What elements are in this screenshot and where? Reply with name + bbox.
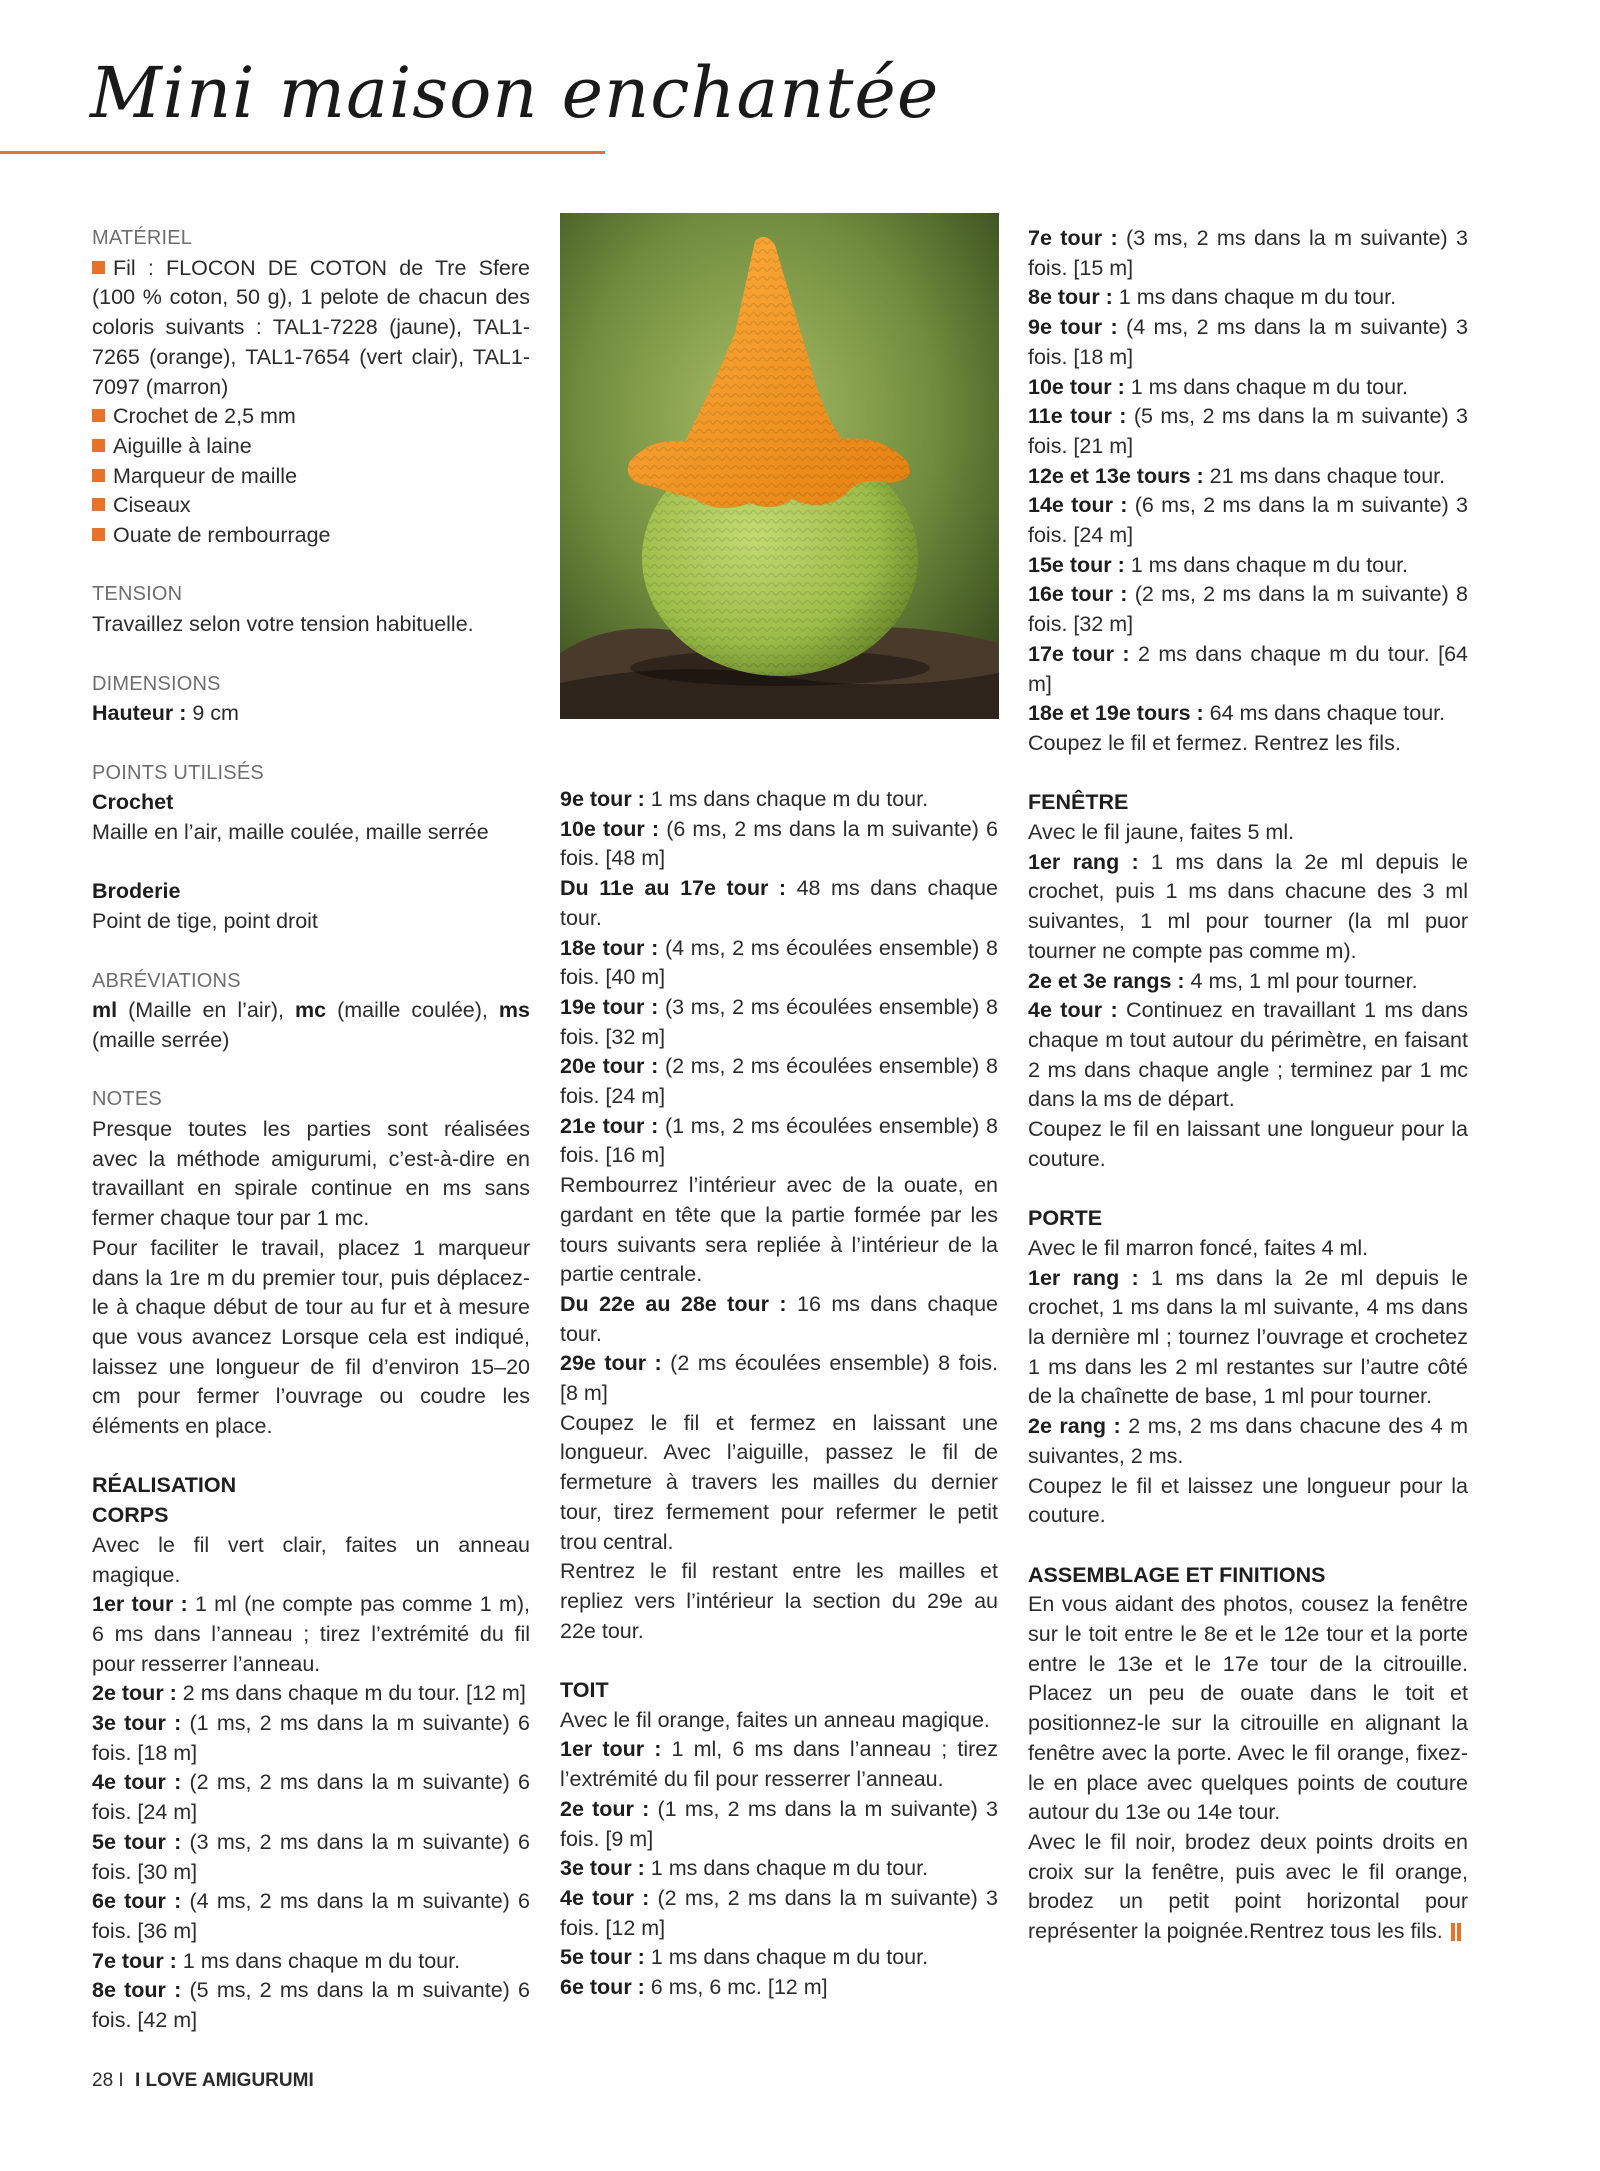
- instruction-row: [560, 1290, 998, 1349]
- instruction-label: 8e tour :: [1028, 285, 1113, 310]
- instruction-label: 4e tour :: [560, 1886, 650, 1910]
- instruction-label: 11e tour :: [1028, 404, 1127, 429]
- instruction-row: [560, 1052, 998, 1111]
- instruction-label: 5e tour :: [92, 1829, 182, 1854]
- bullet-square-icon: [92, 409, 105, 422]
- abreviations-text: ml (Maille en l’air), mc (maille coulée), ms (maille serrée): [92, 998, 530, 1052]
- instruction-label: 2e tour :: [92, 1681, 177, 1706]
- fenetre-intro: Avec le fil jaune, faites 5 ml.: [1028, 820, 1295, 845]
- instruction-label: 2e tour :: [560, 1796, 650, 1821]
- instruction-row: [560, 1973, 998, 2003]
- section-heading-porte: PORTE: [1028, 1206, 1103, 1231]
- instruction-label: 20e tour :: [560, 1054, 659, 1079]
- materiel-fil: Fil : FLOCON DE COTON de Tre Sfere (100 % coton, 50 g), 1 pelote de chacun des coloris suivants : TAL1-7228 (jaune), TAL1-7265 (orange), TAL1-7654 (vert clair), TAL1-7097 (marron): [92, 255, 530, 399]
- assemblage-paragraph: Avec le fil noir, brodez deux points droits en croix sur la fenêtre, puis avec le fil orange, brodez un petit point horizontal pour représenter la poignée.Rentrez tous les fils.: [1028, 1829, 1468, 1944]
- toit-end: Coupez le fil et fermez. Rentrez les fils.: [1028, 730, 1401, 755]
- column-2: [560, 785, 998, 2003]
- corps-rows: [92, 1590, 530, 2036]
- instruction-label: 7e tour :: [1028, 226, 1118, 250]
- instruction-label: 9e tour :: [560, 787, 645, 811]
- broderie-label: Broderie: [92, 879, 181, 904]
- instruction-text: (5 ms, 2 ms dans la m suivante) 3 fois. [21 m]: [1028, 404, 1468, 458]
- instruction-text: 6 ms, 6 mc. [12 m]: [644, 1975, 828, 2000]
- instruction-row: [1028, 373, 1468, 403]
- instruction-row: [1028, 640, 1468, 699]
- instruction-text: (1 ms, 2 ms écoulées ensemble) 8 fois. [16 m]: [560, 1113, 998, 1168]
- instruction-label: 15e tour :: [1028, 552, 1125, 577]
- instruction-label: 18e et 19e tours :: [1028, 701, 1204, 726]
- instruction-label: 3e tour :: [560, 1856, 645, 1881]
- instruction-text: 2 ms dans chaque m du tour. [64 m]: [1028, 641, 1468, 696]
- fenetre-rows: [1028, 848, 1468, 1115]
- instruction-text: 1 ms dans la 2e ml depuis le crochet, puis 1 ms dans chacune des 3 ml suivantes, 1 ml pour tourner (la ml puor tourner ne compte pas comme m).: [1028, 849, 1469, 963]
- instruction-row: [560, 1795, 998, 1854]
- instruction-row: [1028, 491, 1468, 550]
- page-number: 28: [92, 2070, 114, 2091]
- instruction-text: 21 ms dans chaque tour.: [1203, 463, 1446, 488]
- instruction-label: 2e rang :: [1028, 1414, 1121, 1439]
- instruction-label: 4e tour :: [92, 1770, 182, 1795]
- instruction-row: [92, 1947, 530, 1977]
- instruction-text: 48 ms dans chaque tour.: [560, 876, 998, 930]
- instruction-row: [92, 1976, 530, 2035]
- section-heading-abreviations: ABRÉVIATIONS: [92, 969, 241, 992]
- porte-rows: [1028, 1264, 1468, 1472]
- instruction-row: [560, 785, 998, 815]
- crochet-label: Crochet: [92, 790, 174, 815]
- notes-paragraph: Pour faciliter le travail, placez 1 marqueur dans la 1re m du premier tour, puis déplacez-le à chaque début de tour au fur et à mesure que vous avancez Lorsque cela est indiqué, laissez une longueur de fil d’environ 15–20 cm pour fermer l’ouvrage ou coudre les éléments en place.: [92, 1235, 530, 1439]
- end-mark-icon: [1451, 1923, 1461, 1941]
- instruction-label: 14e tour :: [1028, 493, 1128, 518]
- corps-rows: [560, 785, 998, 1171]
- instruction-text: (6 ms, 2 ms dans la m suivante) 6 fois. [48 m]: [560, 816, 998, 871]
- toit-rows: [1028, 224, 1468, 729]
- instruction-text: 1 ms dans chaque m du tour.: [1124, 374, 1409, 399]
- instruction-row: [1028, 283, 1468, 313]
- instruction-text: (2 ms, 2 ms dans la m suivante) 8 fois. [32 m]: [1028, 582, 1468, 637]
- instruction-text: 1 ms dans la 2e ml depuis le crochet, 1 ms dans la ml suivante, 4 ms dans la dernière ml ; tournez l’ouvrage et crochetez 1 ms dans les 2 ml restantes sur l’autre côté de la chaînette de base, 1 ml pour tourner.: [1028, 1265, 1469, 1409]
- materiel-item: Ouate de rembourrage: [92, 521, 530, 551]
- rentrez-text: Rentrez le fil restant entre les mailles et repliez vers l’intérieur la section du 29e au 22e tour.: [560, 1559, 998, 1643]
- instruction-label: 18e tour :: [560, 935, 659, 960]
- instruction-text: (3 ms, 2 ms dans la m suivante) 6 fois. [30 m]: [92, 1829, 530, 1884]
- notes-paragraph: Presque toutes les parties sont réalisées avec la méthode amigurumi, c’est-à-dire en travaillant en spirale continue en ms sans fermer chaque tour par 1 mc.: [92, 1117, 530, 1231]
- instruction-text: 1 ms dans chaque m du tour.: [644, 1945, 929, 1970]
- page-title: Mini maison enchantée: [90, 52, 940, 134]
- instruction-text: 64 ms dans chaque tour.: [1203, 701, 1446, 726]
- instruction-text: 1 ml (ne compte pas comme 1 m), 6 ms dans l’anneau ; tirez l’extrémité du fil pour resserrer l’anneau.: [92, 1592, 530, 1676]
- bullet-square-icon: [92, 498, 105, 511]
- instruction-text: (1 ms, 2 ms dans la m suivante) 6 fois. [18 m]: [92, 1711, 530, 1765]
- fenetre-end: Coupez le fil en laissant une longueur pour la couture.: [1028, 1117, 1468, 1171]
- instruction-row: [560, 993, 998, 1052]
- instruction-text: (4 ms, 2 ms dans la m suivante) 3 fois. [18 m]: [1028, 315, 1468, 369]
- magazine-name: I LOVE AMIGURUMI: [134, 2070, 314, 2091]
- instruction-row: [92, 1768, 530, 1827]
- instruction-label: 19e tour :: [560, 994, 659, 1019]
- instruction-label: 1er tour :: [560, 1737, 662, 1762]
- instruction-row: [560, 1943, 998, 1973]
- instruction-label: 9e tour :: [1028, 315, 1118, 340]
- instruction-row: [560, 874, 998, 933]
- materiel-item: Marqueur de maille: [92, 462, 530, 492]
- instruction-row: [92, 1828, 530, 1887]
- materiel-item: Crochet de 2,5 mm: [92, 402, 530, 432]
- section-heading-toit: TOIT: [560, 1678, 609, 1703]
- instruction-text: (2 ms, 2 ms dans la m suivante) 3 fois. [12 m]: [560, 1886, 998, 1940]
- section-heading-points: POINTS UTILISÉS: [92, 761, 264, 784]
- bullet-square-icon: [92, 528, 105, 541]
- instruction-text: 2 ms, 2 ms dans chacune des 4 m suivantes, 2 ms.: [1028, 1414, 1468, 1468]
- section-heading-tension: TENSION: [92, 583, 183, 606]
- instruction-label: 10e tour :: [1028, 374, 1125, 399]
- section-heading-notes: NOTES: [92, 1088, 162, 1111]
- instruction-row: [1028, 848, 1468, 967]
- toit-intro: Avec le fil orange, faites un anneau magique.: [560, 1707, 990, 1732]
- instruction-row: [560, 1112, 998, 1171]
- bullet-square-icon: [92, 439, 105, 452]
- page-footer: 28 I I LOVE AMIGURUMI: [92, 2070, 314, 2091]
- instruction-text: (5 ms, 2 ms dans la m suivante) 6 fois. [42 m]: [92, 1978, 530, 2033]
- instruction-label: 1er rang :: [1028, 1265, 1139, 1290]
- assemblage-paragraph: En vous aidant des photos, cousez la fenêtre sur le toit entre le 8e et le 12e tour et la porte entre le 13e et le 17e tour de la citrouille. Placez un peu de ouate dans le toit et positionnez-le sur la citrouille en alignant la fenêtre avec la porte. Avec le fil orange, fixez-le en place avec quelques points de couture autour du 13e ou 14e tour.: [1028, 1592, 1468, 1825]
- instruction-text: 1 ms dans chaque m du tour.: [176, 1948, 461, 1973]
- instruction-text: (6 ms, 2 ms dans la m suivante) 3 fois. [24 m]: [1028, 493, 1468, 548]
- instruction-row: [560, 1884, 998, 1943]
- section-heading-corps: CORPS: [92, 1503, 169, 1528]
- instruction-label: 4e tour :: [1028, 998, 1118, 1023]
- instruction-row: [1028, 580, 1468, 639]
- instruction-label: Du 11e au 17e tour :: [560, 876, 787, 901]
- rembourrez-text: Rembourrez l’intérieur avec de la ouate, en gardant en tête que la partie formée par les tours suivants sera repliée à l’intérieur de la partie centrale.: [560, 1173, 998, 1287]
- instruction-label: 3e tour :: [92, 1711, 182, 1736]
- coupez-text: Coupez le fil et fermez en laissant une longueur. Avec l’aiguille, passez le fil de fermeture à travers les mailles du dernier tour, tirez fermement pour refermer le petit trou central.: [560, 1410, 998, 1554]
- column-1: [92, 224, 530, 2036]
- hauteur: Hauteur : 9 cm: [92, 701, 239, 726]
- instruction-text: 4 ms, 1 ml pour tourner.: [1184, 968, 1418, 993]
- instruction-text: (3 ms, 2 ms dans la m suivante) 3 fois. [15 m]: [1028, 226, 1468, 280]
- instruction-text: 2 ms dans chaque m du tour. [12 m]: [176, 1681, 526, 1706]
- instruction-text: 16 ms dans chaque tour.: [560, 1291, 998, 1346]
- instruction-text: 1 ms dans chaque m du tour.: [644, 1856, 929, 1881]
- instruction-label: 1er rang :: [1028, 849, 1139, 874]
- materiel-item: Aiguille à laine: [92, 432, 530, 462]
- section-heading-assemblage: ASSEMBLAGE ET FINITIONS: [1028, 1562, 1326, 1587]
- instruction-row: [1028, 1264, 1468, 1413]
- instruction-label: 1er tour :: [92, 1592, 188, 1617]
- instruction-label: 6e tour :: [560, 1975, 645, 2000]
- corps-rows: [560, 1290, 998, 1409]
- instruction-text: 1 ms dans chaque m du tour.: [644, 787, 929, 811]
- instruction-row: [1028, 402, 1468, 461]
- bullet-square-icon: [92, 261, 105, 274]
- instruction-row: [1028, 699, 1468, 729]
- instruction-row: [1028, 224, 1468, 283]
- instruction-row: [560, 1735, 998, 1794]
- section-heading-dimensions: DIMENSIONS: [92, 672, 221, 695]
- amigurumi-photo: [560, 213, 999, 719]
- instruction-row: [1028, 551, 1468, 581]
- instruction-text: Continuez en travaillant 1 ms dans chaque m tout autour du périmètre, en faisant 2 ms dans chaque angle ; terminez par 1 mc dans la ms de départ.: [1028, 998, 1468, 1112]
- porte-intro: Avec le fil marron foncé, faites 4 ml.: [1028, 1235, 1369, 1260]
- instruction-label: 12e et 13e tours :: [1028, 463, 1204, 488]
- toit-rows: [560, 1735, 998, 2002]
- title-underline: [0, 151, 605, 154]
- instruction-row: [560, 815, 998, 874]
- instruction-row: [1028, 996, 1468, 1115]
- section-heading-fenetre: FENÊTRE: [1028, 790, 1129, 815]
- instruction-label: 17e tour :: [1028, 641, 1130, 666]
- bullet-square-icon: [92, 469, 105, 482]
- instruction-label: 16e tour :: [1028, 582, 1128, 607]
- broderie-text: Point de tige, point droit: [92, 909, 318, 934]
- instruction-text: (3 ms, 2 ms écoulées ensemble) 8 fois. [32 m]: [560, 994, 998, 1049]
- instruction-label: 21e tour :: [560, 1113, 659, 1138]
- instruction-text: 1 ms dans chaque m du tour.: [1124, 552, 1409, 577]
- instruction-row: [560, 1854, 998, 1884]
- instruction-row: [1028, 1412, 1468, 1471]
- instruction-label: 29e tour :: [560, 1351, 662, 1376]
- instruction-label: 8e tour :: [92, 1978, 182, 2003]
- porte-end: Coupez le fil et laissez une longueur pour la couture.: [1028, 1473, 1468, 1528]
- tension-text: Travaillez selon votre tension habituelle.: [92, 612, 474, 637]
- crochet-text: Maille en l’air, maille coulée, maille serrée: [92, 820, 489, 845]
- instruction-row: [92, 1590, 530, 1679]
- instruction-label: 6e tour :: [92, 1889, 182, 1914]
- instruction-label: Du 22e au 28e tour :: [560, 1291, 787, 1316]
- instruction-text: (2 ms, 2 ms dans la m suivante) 6 fois. [24 m]: [92, 1770, 530, 1825]
- pumpkin-house-illustration: [560, 213, 999, 719]
- instruction-text: (2 ms écoulées ensemble) 8 fois. [8 m]: [560, 1351, 998, 1406]
- instruction-row: [560, 1349, 998, 1408]
- instruction-text: (4 ms, 2 ms dans la m suivante) 6 fois. [36 m]: [92, 1889, 530, 1943]
- instruction-row: [1028, 313, 1468, 372]
- instruction-row: [1028, 967, 1468, 997]
- section-heading-realisation: RÉALISATION: [92, 1473, 237, 1498]
- corps-intro: Avec le fil vert clair, faites un anneau magique.: [92, 1532, 530, 1587]
- instruction-label: 7e tour :: [92, 1948, 177, 1973]
- column-3: [1028, 224, 1468, 1947]
- instruction-label: 5e tour :: [560, 1945, 645, 1970]
- section-heading-materiel: MATÉRIEL: [92, 227, 193, 249]
- instruction-row: [560, 934, 998, 993]
- instruction-row: [92, 1709, 530, 1768]
- instruction-text: (4 ms, 2 ms écoulées ensemble) 8 fois. [40 m]: [560, 935, 998, 990]
- instruction-text: 1 ml, 6 ms dans l’anneau ; tirez l’extrémité du fil pour resserrer l’anneau.: [560, 1737, 998, 1792]
- materiel-item: Ciseaux: [92, 491, 530, 521]
- instruction-row: [92, 1887, 530, 1946]
- instruction-row: [1028, 462, 1468, 492]
- instruction-text: (1 ms, 2 ms dans la m suivante) 3 fois. [9 m]: [560, 1796, 998, 1851]
- instruction-row: [92, 1679, 530, 1709]
- instruction-text: (2 ms, 2 ms écoulées ensemble) 8 fois. [24 m]: [560, 1054, 998, 1109]
- instruction-label: 10e tour :: [560, 816, 660, 841]
- instruction-label: 2e et 3e rangs :: [1028, 968, 1185, 993]
- instruction-text: 1 ms dans chaque m du tour.: [1112, 285, 1397, 310]
